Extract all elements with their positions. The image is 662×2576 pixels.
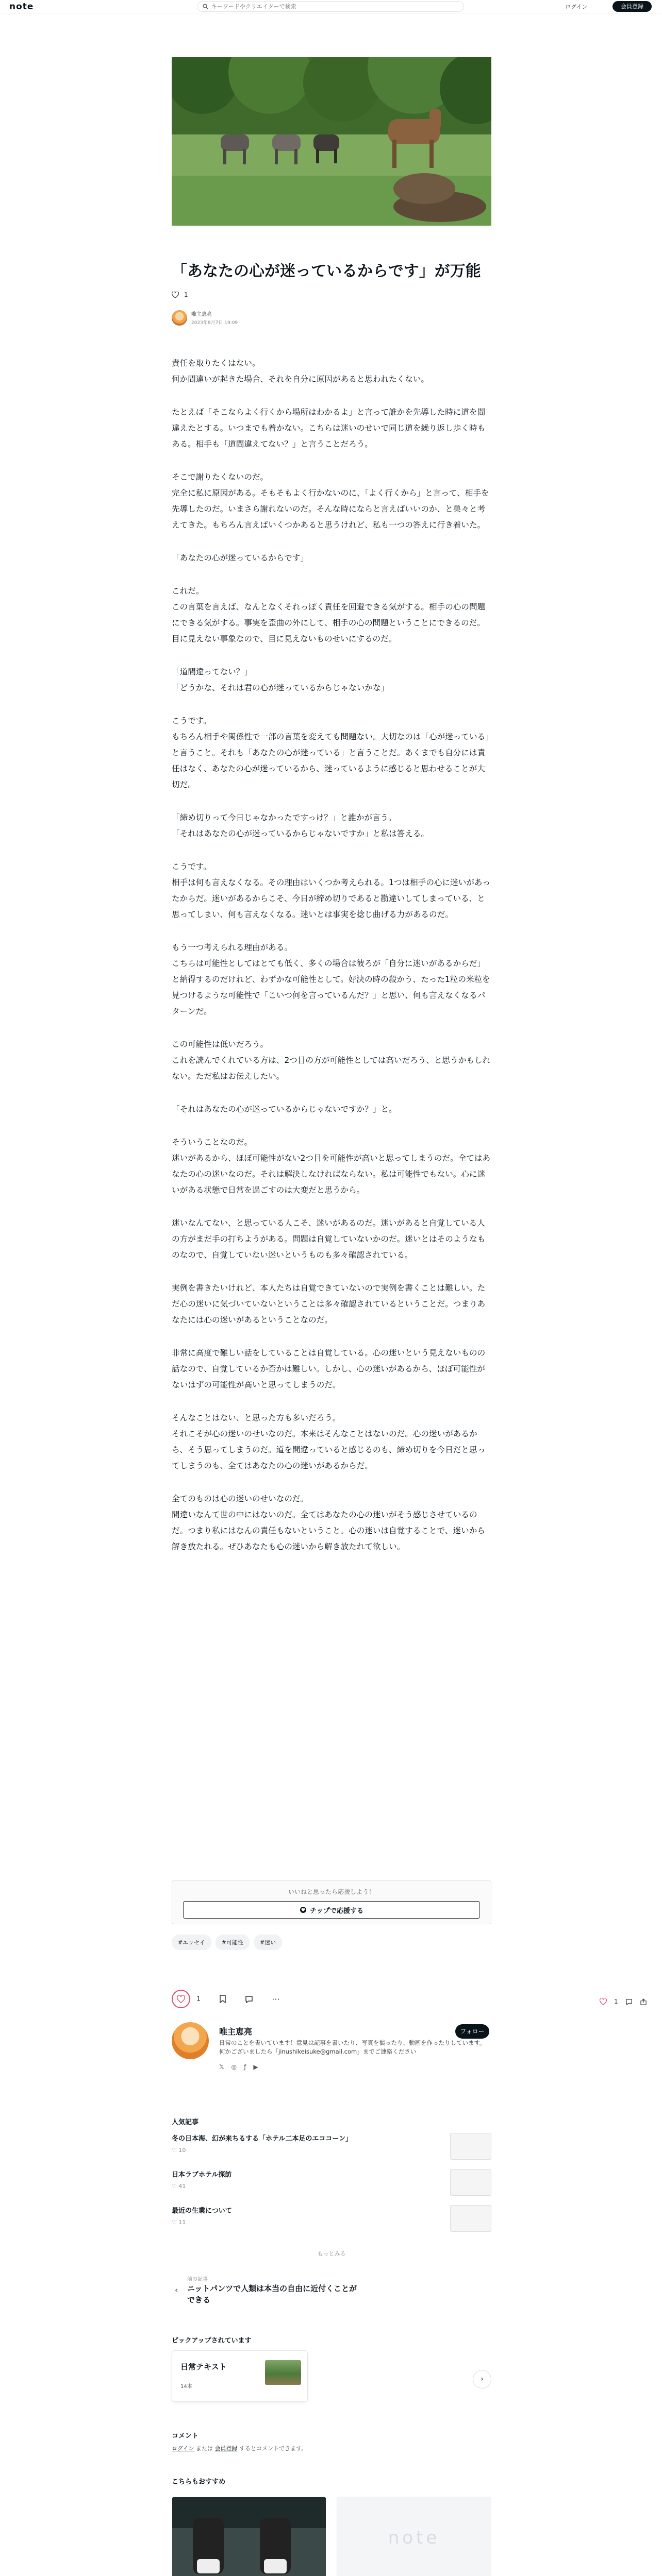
publish-date: 2023年8月7日 19:09 bbox=[191, 320, 238, 326]
popular-title: 人気記事 bbox=[172, 2119, 199, 2126]
tag-list bbox=[172, 1935, 282, 1950]
profile-bio: 日常のことを書いています！意見は記事を書いたり、写真を撮ったり、動画を作ったりしています。 何かございましたら「jinushikeisuke@gmail.com」までご連絡ください bbox=[219, 2039, 486, 2055]
x-icon[interactable]: 𝕏 bbox=[219, 2063, 224, 2071]
paragraph: たとえば「そこならよく行くから場所はわかるよ」と言って誰かを先導した時に道を間違えたとする。いつまでも着かない。こちらは迷いのせいで同じ道を繰り返し歩く時もある。相手も「道間違えてない？」と言うことだろう。 bbox=[172, 408, 486, 449]
search-icon bbox=[203, 4, 208, 9]
author-name[interactable]: 唯主恵亮 bbox=[191, 312, 212, 317]
site-header bbox=[0, 0, 662, 13]
magazine-count: 14本 bbox=[180, 2384, 192, 2389]
paragraph: 迷いなんてない、と思っている人こそ、迷いがあるのだ。迷いがあると自覚している人の方がまだ手の打ちようがある。問題は自覚していないかのだ。迷いとはそのようなものなので、自覚していない迷いというものも多々確認されている。 bbox=[172, 1218, 486, 1260]
share-icon[interactable] bbox=[640, 1998, 647, 2005]
card-thumb[interactable]: note bbox=[337, 2497, 491, 2576]
profile-name[interactable]: 唯主恵亮 bbox=[219, 2027, 253, 2037]
eyecatch-image bbox=[172, 57, 491, 226]
more-link[interactable]: もっとみる bbox=[172, 2245, 491, 2258]
signup-button[interactable]: 会員登録 bbox=[613, 1, 652, 12]
note-logo[interactable]: note bbox=[9, 2, 34, 12]
heart-icon bbox=[177, 1995, 185, 2003]
article-body bbox=[172, 355, 491, 1572]
popular-item[interactable] bbox=[172, 2169, 491, 2196]
magazine-card[interactable] bbox=[172, 2350, 308, 2402]
support-box bbox=[172, 1880, 491, 1924]
popular-item-thumb[interactable] bbox=[450, 2133, 491, 2160]
facebook-icon[interactable]: ƒ bbox=[244, 2063, 246, 2071]
popular-item-thumb[interactable] bbox=[450, 2205, 491, 2232]
comment-login-link[interactable]: ログイン bbox=[172, 2445, 194, 2452]
float-like-count: 1 bbox=[614, 1998, 618, 2005]
paragraph: 「あなたの心が迷っているからです」 bbox=[172, 553, 308, 563]
paragraph: こうです。 もちろん相手や関係性で一部の言葉を変えても問題ない。大切なのは「心が迷っている」と言うこと。それも「あなたの心が迷っている」と言うことだ。あくまでも自分には責任はなく、あなたの心が迷っているから、迷っているように感じると思わせることが大切だ。 bbox=[172, 716, 489, 789]
paragraph: 全てのものは心の迷いのせいなのだ。 間違いなんて世の中にはないのだ。全てはあなたの心の迷いがそう感じさせているのだ。つまり私にはなんの責任もないということ。心の迷いは自覚することで、迷いから解き放たれる。ぜひあなたも心の迷いから解き放たれて欲しい。 bbox=[172, 1494, 485, 1551]
paragraph: こうです。 相手は何も言えなくなる。その理由はいくつか考えられる。1つは相手の心に迷いがあったからだ。迷いがあるからこそ、今日が締め切りであると勘違いしてしまっている、と思ってしまい、何も言えなくなる。迷いとは事実を捻じ曲げる力があるのだ。 bbox=[172, 862, 490, 919]
login-link[interactable]: ログイン bbox=[565, 4, 588, 10]
recommend-title: こちらもおすすめ bbox=[172, 2478, 226, 2486]
comment-signup-link[interactable]: 会員登録 bbox=[214, 2445, 238, 2452]
instagram-icon[interactable]: ◎ bbox=[231, 2063, 237, 2071]
paragraph: 責任を取りたくはない。 何か間違いが起きた場合、それを自分に原因があると思われたくない。 bbox=[172, 359, 429, 384]
recommend-card[interactable] bbox=[172, 2497, 326, 2576]
paragraph: これだ。 この言葉を言えば、なんとなくそれっぽく責任を回避できる気がする。相手の心の問題にできる気がする。事実を歪曲の外にして、相手の心の問題ということにできるのだ。目に見えない事象なので、目に見えないものせいにするのだ。 bbox=[172, 586, 486, 643]
comment-icon[interactable] bbox=[625, 1998, 633, 2005]
youtube-icon[interactable]: ▶ bbox=[253, 2063, 258, 2071]
comment-title: コメント bbox=[172, 2432, 199, 2440]
tip-button-label: チップで応援する bbox=[309, 1907, 363, 1915]
author-mini[interactable] bbox=[172, 310, 238, 326]
comment-prompt: ログイン または 会員登録 するとコメントできます。 bbox=[172, 2445, 307, 2452]
popular-item[interactable] bbox=[172, 2133, 491, 2160]
comment-icon[interactable] bbox=[245, 1995, 253, 2003]
recommend-card[interactable] bbox=[337, 2497, 491, 2576]
paragraph: もう一つ考えられる理由がある。 こちらは可能性としてはとても低く、多くの場合は彼ろが「自分に迷いがあるからだ」と納得するのだけれど、わずかな可能性として。好決の時の殺かう、たった1粒の米粒を見つけるような可能性で「こいつ何を言っているんだ？」と思い、何も言えなくなるパターンだ。 bbox=[172, 943, 490, 1016]
avatar[interactable] bbox=[172, 2022, 209, 2059]
like-count: 1 bbox=[184, 291, 188, 298]
heart-icon[interactable] bbox=[172, 292, 179, 298]
popular-item-likes: ♡ 10 bbox=[172, 2147, 186, 2154]
prev-title[interactable]: ニットパンツで人類は本当の自由に近付くことができる bbox=[187, 2284, 357, 2304]
bookmark-icon[interactable] bbox=[219, 1995, 226, 2003]
follow-button[interactable]: フォロー bbox=[455, 2024, 489, 2039]
tag-hesitation[interactable]: #迷い bbox=[254, 1935, 282, 1950]
popular-item-title[interactable]: 最近の生業について bbox=[172, 2207, 232, 2215]
prev-label: 前の記事 bbox=[187, 2277, 208, 2282]
paragraph: そこで謝りたくないのだ。 完全に私に原因がある。そもそもよく行かないのに、「よく行くから」と言って、相手を先導したのだ。いまさら謝れないのだ。そんな時にならと言えばいいのか、と巣々と考えてきた。もちろん言えばいくつかあると思うけれど、私も一つの答えに行き着いた。 bbox=[172, 472, 489, 530]
popular-item-thumb[interactable] bbox=[450, 2169, 491, 2196]
support-question: いいねと思ったら応援しよう！ bbox=[288, 1888, 375, 1895]
popular-item-likes: ♡ 41 bbox=[172, 2183, 186, 2190]
action-bar bbox=[172, 1990, 491, 2008]
paragraph: 「締め切りって今日じゃなかったですっけ？」と誰かが言う。 「それはあなたの心が迷っているからじゃないですか」と私は答える。 bbox=[172, 813, 429, 838]
like-button[interactable] bbox=[172, 1990, 190, 2008]
social-links bbox=[219, 2063, 258, 2071]
paragraph: 「道間違ってない？」 「どうかな、それは君の心が迷っているからじゃないかな」 bbox=[172, 667, 389, 692]
like-row bbox=[172, 291, 188, 298]
floating-actions bbox=[600, 1998, 647, 2005]
tip-icon bbox=[300, 1906, 307, 1913]
card-thumb[interactable] bbox=[172, 2497, 326, 2576]
popular-item-title[interactable]: 冬の日本海、幻が来ちるする「ホテル二本足のエココーン」 bbox=[172, 2135, 353, 2143]
tag-essay[interactable]: #エッセイ bbox=[172, 1935, 211, 1950]
chevron-right-icon[interactable]: › bbox=[473, 2370, 491, 2388]
comment-section bbox=[172, 2430, 491, 2452]
heart-icon[interactable] bbox=[600, 1998, 607, 2005]
paragraph: 非常に高度で難しい話をしていることは自覚している。心の迷いという見えないものの話なので、自覚しているか否かは難しい。しかし、心の迷いがあるから、ほぼ可能性がないはずの可能性が高いと思ってしまうのだ。 bbox=[172, 1348, 486, 1389]
magazine-thumb bbox=[265, 2360, 301, 2385]
tip-button[interactable] bbox=[183, 1901, 480, 1919]
tag-possibility[interactable]: #可能性 bbox=[216, 1935, 250, 1950]
pickup-title: ピックアップされています bbox=[172, 2337, 252, 2345]
article-title: 「あなたの心が迷っているからです」が万能 bbox=[172, 262, 481, 280]
popular-item[interactable] bbox=[172, 2205, 491, 2232]
paragraph: そんなことはない、と思った方も多いだろう。 それこそが心の迷いのせいなのだ。本来はそんなことはないのだ。心の迷いがあるから、そう思ってしまうのだ。道を間違っていると感じるのも、締め切りを今日だと思ってしまうのも、全てはあなたの心の迷いがあるからだ。 bbox=[172, 1413, 486, 1470]
search-box[interactable] bbox=[197, 1, 464, 12]
popular-item-title[interactable]: 日本ラブホテル探訪 bbox=[172, 2171, 232, 2179]
search-input[interactable] bbox=[211, 3, 449, 10]
more-icon[interactable]: ··· bbox=[272, 1994, 280, 2004]
paragraph: そういうことなのだ。 迷いがあるから、ほぼ可能性がない2つ目を可能性が高いと思ってしまうのだ。全てはあなたの心の迷いなのだ。それは解決しなければならない。私は可能性でもない。心に迷いがある状態で日常を過ごすのは大変だと思うから。 bbox=[172, 1138, 491, 1195]
chevron-left-icon: ‹ bbox=[175, 2285, 178, 2295]
paragraph: 実例を書きたいけれど、本人たちは自覚できていないので実例を書くことは難しい。ただ心の迷いに気づいていないということは多々確認されているということだ。つまりあなたには心の迷いがあるということなのだ。 bbox=[172, 1283, 486, 1325]
paragraph: 「それはあなたの心が迷っているからじゃないですか？」と。 bbox=[172, 1105, 397, 1114]
magazine-title[interactable]: 日常テキスト bbox=[180, 2362, 227, 2371]
paragraph: この可能性は低いだろう。 これを読んでくれている方は、2つ目の方が可能性としては高いだろう、と思うかもしれない。ただ私はお伝えしたい。 bbox=[172, 1040, 491, 1081]
like-count: 1 bbox=[196, 1995, 201, 2003]
popular-item-likes: ♡ 11 bbox=[172, 2219, 186, 2226]
avatar[interactable] bbox=[172, 310, 187, 326]
